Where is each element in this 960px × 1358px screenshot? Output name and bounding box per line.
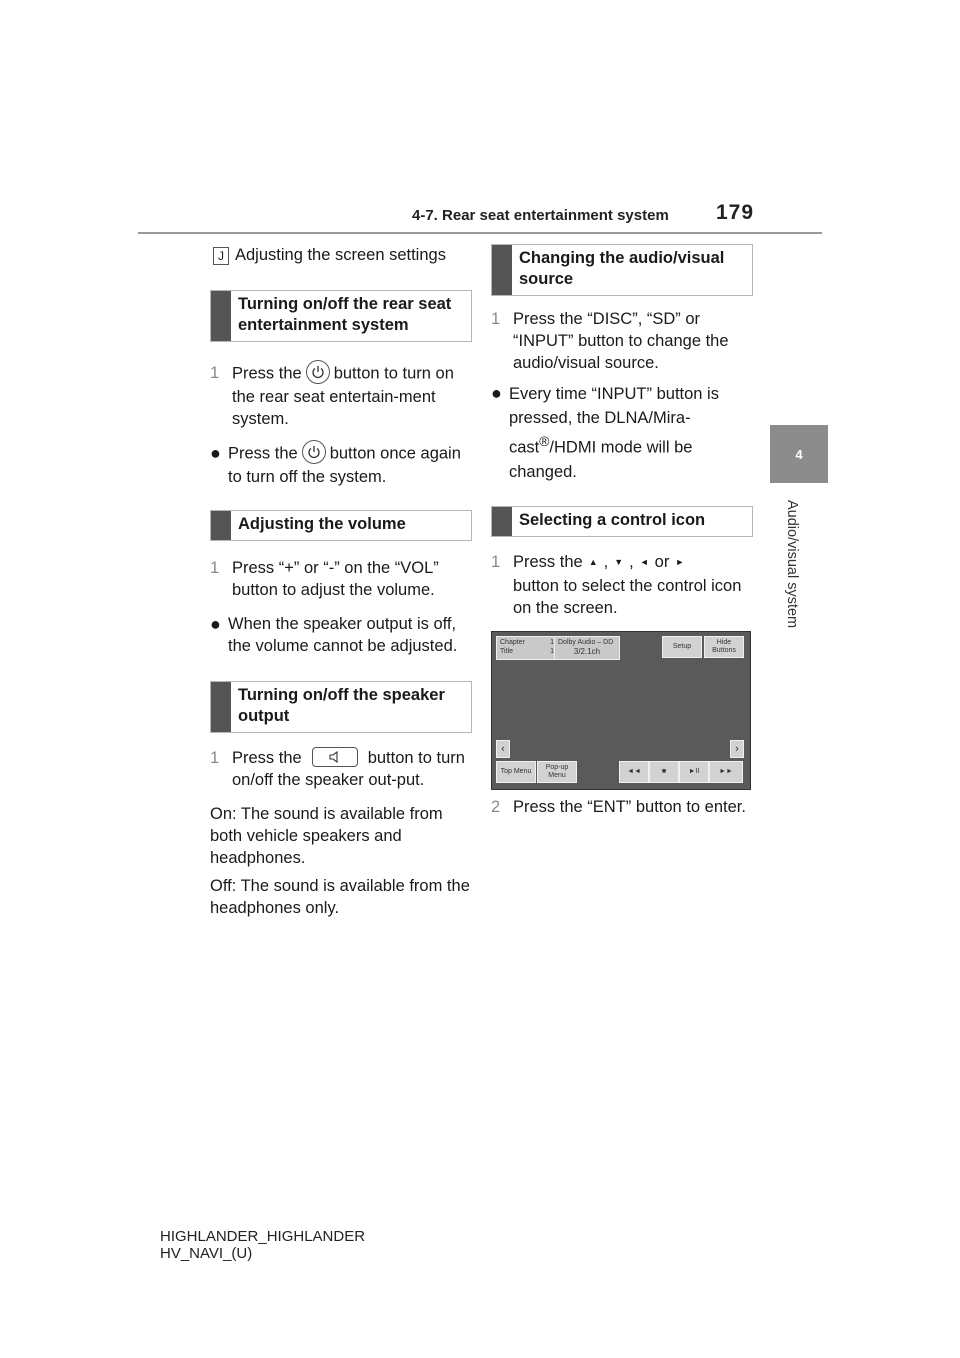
reference-line — [213, 244, 472, 266]
chevron-right-icon: › — [735, 742, 739, 755]
step-text-post: button to turn on/off the speaker out-put. — [232, 749, 465, 789]
hide-buttons-button[interactable] — [704, 636, 744, 658]
step-number: 2 — [491, 797, 501, 816]
bullet-item — [210, 613, 472, 657]
chapter-title-box — [496, 636, 558, 660]
section-heading-text: Adjusting the volume — [238, 515, 406, 533]
paragraph-off: Off: The sound is available from the headphones only. — [210, 877, 470, 917]
step-item — [491, 551, 753, 619]
chapter-label: Chapter — [500, 638, 525, 646]
step-number: 1 — [210, 364, 220, 382]
step-text-post: button to turn on the rear seat entertain-ment system. — [232, 364, 454, 428]
popup-menu-button[interactable] — [537, 761, 577, 783]
down-arrow-icon: ▼ — [614, 556, 624, 567]
section-heading-text: Turning on/off the speaker output — [238, 686, 445, 725]
step-text: Press the “DISC”, “SD” or “INPUT” button to change the audio/visual source. — [513, 310, 729, 372]
chapter-tab — [770, 425, 828, 483]
right-column — [491, 244, 753, 818]
registered-mark: ® — [539, 434, 550, 449]
setup-button-label: Setup — [672, 642, 692, 650]
hide-buttons-label: Hide Buttons — [712, 638, 736, 654]
power-button-icon — [306, 360, 330, 384]
section-heading-speaker — [210, 681, 472, 733]
section-heading-rear-power — [210, 290, 472, 342]
page-header-title: 4-7. Rear seat entertainment system — [412, 207, 669, 224]
step-text — [513, 551, 753, 619]
step-text-pre: Press the — [232, 364, 302, 383]
section-heading-text: Selecting a control icon — [519, 510, 706, 529]
footer-line-2: HV_NAVI_(U) — [160, 1245, 253, 1262]
section-heading-text: Turning on/off the rear seat entertainment system — [238, 295, 452, 334]
step-item — [210, 557, 472, 601]
rewind-button[interactable] — [619, 761, 649, 783]
section-heading-source — [491, 244, 753, 296]
setup-button[interactable] — [662, 636, 702, 658]
power-button-icon — [302, 440, 326, 464]
or-word: or — [654, 552, 670, 571]
title-label: Title — [500, 647, 513, 655]
step-text — [232, 747, 472, 791]
step-text-pre: Press the — [513, 552, 583, 571]
step-item — [210, 747, 472, 791]
step-text — [232, 362, 472, 430]
chevron-left-icon: ‹ — [501, 742, 505, 755]
reference-text: Adjusting the screen settings — [235, 246, 446, 264]
reference-letter-box: J — [213, 247, 229, 265]
right-arrow-icon: ► — [675, 556, 685, 567]
section-heading-control-icon — [491, 506, 753, 537]
bullet-item — [210, 442, 472, 488]
left-arrow-icon: ◄ — [639, 556, 649, 567]
up-arrow-icon: ▲ — [588, 556, 598, 567]
step-number: 1 — [491, 310, 501, 328]
fast-forward-button[interactable] — [709, 761, 743, 783]
play-pause-icon: ►II — [688, 767, 700, 775]
title-value: 1 — [550, 647, 554, 655]
top-menu-button[interactable] — [496, 761, 536, 783]
step-number: 1 — [491, 552, 501, 571]
stop-button[interactable] — [649, 761, 679, 783]
paragraph-on: On: The sound is available from both vehicle speakers and headphones. — [210, 805, 443, 867]
step-number: 1 — [210, 749, 220, 767]
bullet-dot: ● — [210, 443, 221, 463]
bullet-text — [509, 382, 753, 484]
comma: , — [629, 552, 634, 571]
screen-right-arrow-button[interactable] — [730, 740, 744, 758]
stop-icon: ■ — [661, 767, 667, 775]
footer-model-code — [160, 1228, 365, 1262]
audio-format-value: 3/2.1ch — [573, 646, 601, 656]
step-text-pre: Press the — [232, 749, 302, 767]
screen-left-arrow-button[interactable] — [496, 740, 510, 758]
audio-format-box — [554, 636, 620, 660]
comma: , — [603, 552, 609, 571]
bullet-dot: ● — [210, 614, 221, 634]
step-text: Press the “ENT” button to enter. — [513, 797, 746, 816]
bullet-text-pre: Every time “INPUT” button is pressed, the DLNA/Mira-cast — [509, 385, 719, 457]
step-item — [491, 796, 753, 818]
header-rule — [138, 232, 822, 234]
bullet-dot: ● — [491, 383, 502, 403]
bullet-item — [491, 382, 753, 484]
bullet-text — [228, 442, 472, 488]
bullet-text-post: /HDMI mode will be changed. — [509, 438, 693, 481]
footer-line-1: HIGHLANDER_HIGHLANDER — [160, 1228, 366, 1245]
speaker-button-icon — [312, 747, 358, 767]
step-item — [491, 308, 753, 374]
page-number: 179 — [716, 201, 755, 224]
step-item — [210, 362, 472, 430]
step-text-post: button to select the control icon on the screen. — [513, 576, 742, 617]
audio-format-label: Dolby Audio – DD — [558, 638, 614, 646]
chapter-tab-number: 4 — [795, 446, 803, 462]
left-column — [210, 244, 472, 919]
chapter-tab-label: Audio/visual system — [784, 500, 800, 629]
play-pause-button[interactable] — [679, 761, 709, 783]
section-heading-volume — [210, 510, 472, 541]
top-menu-label: Top Menu — [500, 767, 532, 775]
step-text: Press “+” or “-” on the “VOL” button to adjust the volume. — [232, 559, 439, 599]
rewind-icon: ◄◄ — [627, 767, 641, 775]
bullet-text-pre: Press the — [228, 444, 298, 463]
fast-forward-icon: ►► — [719, 767, 733, 775]
popup-menu-label: Pop-up Menu — [545, 763, 569, 779]
bullet-text: When the speaker output is off, the volume cannot be adjusted. — [228, 615, 458, 655]
step-number: 1 — [210, 559, 220, 577]
chapter-value: 1 — [550, 638, 554, 646]
screen-illustration — [491, 631, 751, 790]
bullet-text-post: button once again to turn off the system. — [228, 444, 461, 486]
section-heading-text: Changing the audio/visual source — [519, 249, 725, 288]
